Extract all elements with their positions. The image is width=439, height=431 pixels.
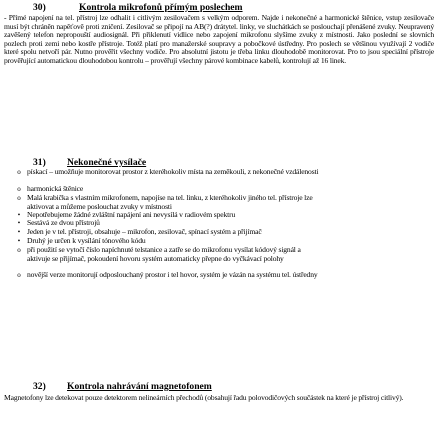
section-32-text: Magnetofony lze detekovat pouze detektorem nelineárních přechodů (obsahují řadu polovodičových součástek na které je přístroj citlivý). (4, 393, 404, 402)
list-bullet: o (17, 194, 21, 202)
section-number: 31) (33, 157, 46, 168)
section-32-heading (4, 381, 212, 392)
list-bullet: • (17, 237, 21, 245)
section-30-text: - Přímé napojení na tel. přístroj lze odhalit i citlivým zesilovačem s velkým odporem. Najde i nekonečné a harmonické štěnice, vstup zesilovače musí být chráněn napěťově proti zničení. Zesilovač se připojí na AB(?) drátytel. linky, ve sluchátkách se poslouchají přenášené zvuky. Neupravený zavěšený telefon nepropouští audiosignál. Při přiklenutí vidlice nebo zapojení mikrofonu slyšíme zvuky z místnosti. Jako poslední se slovních pozlech proti zemi nebo kostře přístroje. Totéž platí pro manažerské soupravy a pobočkové ústředny. Pro poslech se většinou využívají 2 vodiče které spolu netvoří pár. Nutno prověřit všechny vodiče. Pro absolutní jistotu je třeba linku dlouhodobě monitorovat. Pro to jsou speciální přístroje prověřující automatickou dlouhodobou kontrolu – prověřují všechny párové kombinace kabelů, kontrolují až 16 linek. (4, 13, 434, 65)
list-item-text: Malá krabička s vlastním mikrofonem, napojíse na tel. linku, z kteréhokoliv jiného tel. přístroje lze aktivovat a můžeme poslouchat zvuky v místnosti (27, 193, 313, 211)
section-title: Nekonečné vysílače (67, 157, 147, 168)
list-item-text: harmonická štěnice (27, 184, 84, 193)
section-30-heading (4, 2, 243, 13)
list-bullet: o (17, 271, 21, 279)
list-item-text: Jeden je v tel. přístroji, obsahuje – mikrofon, zesilovač, spínací systém a přijímač (27, 227, 262, 236)
section-number: 32) (33, 381, 46, 392)
list-bullet: • (17, 228, 21, 236)
section-title: Kontrola mikrofonů přímým poslechem (79, 2, 243, 13)
list-bullet: • (17, 211, 21, 219)
section-number: 30) (33, 2, 46, 13)
list-item-text: při použití se vytočí číslo napíchnuté telstanice a zatře se do mikrofonu vysílat kódový signál a aktivuje se přijímač, pokoudení hovoru systém automaticky přepne do vyčkávací polohy (27, 245, 301, 263)
list-item-text: Sestává ze dvou přístrojů (27, 218, 100, 227)
list-bullet: • (17, 219, 21, 227)
list-bullet: o (17, 246, 21, 254)
list-bullet: o (17, 168, 21, 176)
section-title: Kontrola nahrávání magnetofonem (67, 381, 212, 392)
list-bullet: o (17, 185, 21, 193)
list-item-text: pískací – umožňuje monitorovat prostor z kteréhokoliv místa na zeměkouli, z nekonečné vzdálenosti (27, 167, 319, 176)
list-item-text: novější verze monitorují odposlouchaný prostor i tel hovor, systém je vázán na systému tel. ústředny (27, 270, 318, 279)
list-item-text: Nepotřebujeme žádné zvláštní napájení ani nevysílá v radiovém spektru (27, 210, 236, 219)
list-item-text: Druhý je určen k vysílání tónového kódu (27, 236, 146, 245)
